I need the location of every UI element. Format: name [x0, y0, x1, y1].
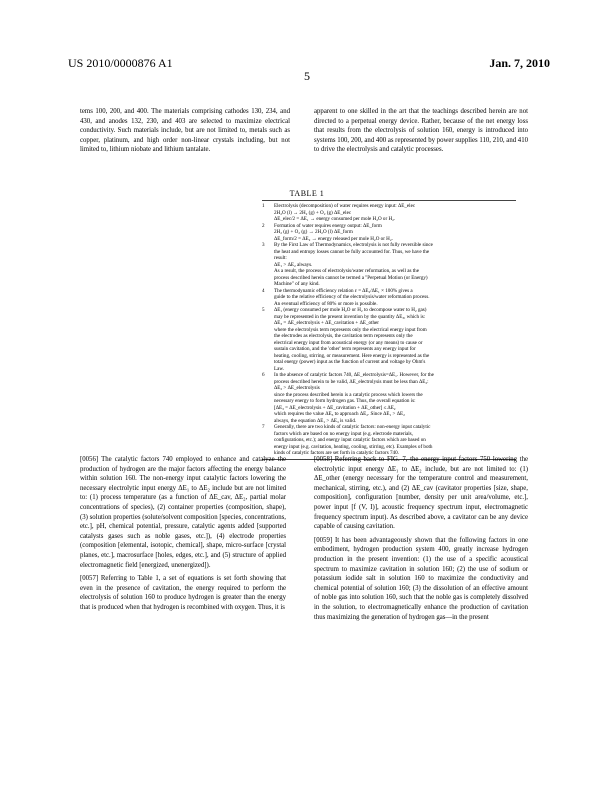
table-top-rule — [262, 200, 516, 201]
table-row-number: 4 — [262, 287, 265, 294]
top-left-column — [80, 107, 290, 155]
table-row-number: 3 — [262, 242, 265, 248]
bottom-right-column — [314, 455, 528, 626]
table-row-text — [274, 372, 516, 424]
table-line: Law. — [274, 365, 284, 372]
page-number: 5 — [304, 69, 310, 83]
table-line: configurations, etc.); and energy input catalytic factors which are based on — [274, 437, 426, 443]
table-row — [262, 223, 516, 243]
table-line: In the absence of catalytic factors 740, ΔE_electrolysis=ΔE₁. However, for the — [274, 372, 434, 378]
paragraph: [0058] Referring back to FIG. 7, the energy input factors 750 lowering the electrolytic input energy ΔE₁ to ΔE₂ include, but are not limited to: (1) ΔE_other (energy necessary for the temperature control and measurement, mechanical, stirring, etc.), and (2) ΔE_cav (cavitator properties [size, shape, composition], configuration [number, density per unit area/volume, etc.], power input [f (V, I)], acoustic frequency spectrum input, electromagnetic frequency spectrum input). As described above, a cavitator can be any device capable of causing cavitation. — [314, 456, 528, 531]
table-line: Generally, there are two kinds of catalytic factors: non-energy input catalytic — [274, 424, 431, 430]
table-line: ΔE_form/2 = ΔE₂ → energy released per mole H₂O or H₂. — [274, 235, 393, 242]
table-line: 2H₂ (g) + O₂ (g) → 2H₂O (l) ΔE_form — [274, 229, 353, 235]
table-line: total energy (power) input as the function of current and voltage by Ohm's — [274, 359, 426, 365]
table-line: sustain cavitation, and the 'other' term represents any energy input for — [274, 346, 416, 352]
table-line: process described herein cannot be termed a "Perpetual Motion (or Energy) — [274, 274, 428, 281]
paragraph: [0056] The catalytic factors 740 employed to enhance and catalyze the production of hydrogen are the major factors affecting the energy balance within solution 160. The non-energy input catalytic factors lowering the necessary electrolytic input energy ΔE₁ to ΔE₂ include but are not limited to: (1) process temperature (as a function of ΔE_cav, ΔE₂, partial molar concentrations of species), (2) container properties (composition, shape), (3) solution properties (solute/solvent composition [species, concentrations, etc.], pH, chemical potential, pressure, catalytic agents added [supported catalysts gases such as noble gases, etc.]), (4) electrode properties (composition [elemental, isotopic, chemical], shape, micro-surface [crystal planes, etc.], macrosurface [holes, edges, etc.], and (5) structure of applied electromagnetic field [energized, unenergized]). — [80, 456, 286, 569]
table-line: process described herein to be valid, ΔE_electrolysis must be less than ΔE₂: — [274, 378, 429, 385]
table-line: the electrodes as electrolysis, the cavitation term represents only the — [274, 333, 413, 339]
table-line: Formation of water requires energy output: ΔE_form — [274, 222, 382, 229]
table-line: ΔE₂ > ΔE_electrolysis — [274, 385, 320, 391]
table-line: since the process described herein is a catalytic process which lowers the — [274, 391, 423, 398]
table-1 — [262, 200, 516, 460]
table-line: where the electrolysis term represents only the electrical energy input from — [274, 326, 427, 333]
table-row-text — [274, 307, 516, 372]
table-line: 2H₂O (l) → 2H₂ (g) + O₂ (g) ΔE_elec — [274, 209, 352, 216]
table-line: Electrolysis (decomposition) of water requires energy input: ΔE_elec — [274, 203, 416, 209]
table-line: always, the equation ΔE₁ > ΔE₃ is valid. — [274, 417, 357, 424]
table-line: ΔE_elec/2 = ΔE₁ → energy consumed per mole H₂O or H₂. — [274, 216, 396, 222]
table-line: heating, cooling, stirring, or measurement. Here energy is represented as the — [274, 352, 430, 359]
patent-number: US 2010/0000876 A1 — [68, 56, 173, 70]
table-line: Machine" of any kind. — [274, 281, 320, 287]
table-line: which requires the value ΔE₃ to approach ΔE₂. Since ΔE₁ > ΔE₂ — [274, 411, 405, 417]
table-row-number: 5 — [262, 307, 265, 313]
table-row-text — [274, 288, 516, 308]
top-left-text: tems 100, 200, and 400. The materials comprising cathodes 130, 234, and 430, and anodes 132, 230, and 403 are selected to maximize electrical conductivity. Such materials include, but are not limited to, metals such as copper, platinum, and high order non-linear crystals including, but not limited to, lithium niobate and lithium tantalate. — [80, 108, 290, 154]
table-title: TABLE 1 — [289, 189, 325, 198]
table-row-number: 2 — [262, 222, 265, 229]
table-line: electrical energy input from acoustical energy (or any means) to cause or — [274, 339, 423, 346]
bottom-left-column — [80, 455, 286, 617]
table-line: factors which are based on no energy input (e.g. electrode materials, — [274, 430, 413, 437]
table-line: ΔE₁ > ΔE₂ always. — [274, 261, 313, 268]
table-row-text — [274, 424, 516, 457]
table-row-text — [274, 242, 516, 288]
table-line: guide to the relative efficiency of the electrolysis/water reformation process. — [274, 294, 430, 300]
paragraph: [0057] Referring to Table 1, a set of equations is set forth showing that even in the presence of cavitation, the energy required to perform the electrolysis of solution 160 to produce hydrogen is greater than the energy that is produced when that hydrogen is recombined with oxygen. Thus, it is — [80, 575, 286, 611]
table-line: ΔE₃ = ΔE_electrolysis + ΔE_cavitation + ΔE_other — [274, 320, 379, 326]
table-row-number: 1 — [262, 203, 265, 209]
table-line: result: — [274, 255, 287, 261]
table-row — [262, 372, 516, 424]
table-line: may be represented in the present invention by the quantity ΔE₃, which is: — [274, 313, 426, 320]
table-line: As a result, the process of electrolysis/water reformation, as well as the — [274, 268, 419, 274]
table-line: kinds of catalytic factors are set forth in catalytic factors 740. — [274, 450, 399, 456]
table-row — [262, 242, 516, 288]
table-row-text — [274, 223, 516, 243]
table-line: the heat and entropy losses cannot be fully accounted for. Thus, we have the — [274, 248, 430, 255]
table-line: [ΔE₃ = ΔE_electrolysis + ΔE_cavitation + ΔE_other] ≤ ΔE₂ — [274, 404, 396, 411]
table-line: ΔE₁ (energy consumed per mole H₂O or H₂ to decompose water to H₂ gas) — [274, 307, 427, 313]
table-row — [262, 307, 516, 372]
table-row — [262, 288, 516, 308]
table-rows — [262, 203, 516, 457]
table-row-number: 7 — [262, 424, 265, 430]
table-line: necessary energy to form hydrogen gas. Thus, the overall equation is: — [274, 398, 416, 404]
top-right-text: apparent to one skilled in the art that the teachings described herein are not directed to a perpetual energy device. Rather, because of the net energy loss that results from the electrolysis of solution 160, energy is introduced into systems 100, 200, and 400 as represented by power supplies 110, 210, and 410 to drive the electrolysis and catalytic processes. — [314, 108, 529, 154]
paragraph: [0059] It has been advantageously shown that the following factors in one embodiment, hydrogen production system 400, greatly increase hydrogen production in the present invention: (1) the use of a specific acoustical spectrum to maximize cavitation in solution 160; (2) the use of sodium or potassium iodide salt in solution 160 to maximize the conductivity and chemical potential of solution 160; (3) the dissolution of an effective amount of noble gas into solution 160, such that the noble gas is completely dissolved in the solution, to electromagnetically enhance the production of cavitation thus maximizing the generation of hydrogen gas—in the present — [314, 536, 528, 621]
table-row-number: 6 — [262, 372, 265, 378]
table-row — [262, 203, 516, 223]
patent-date: Jan. 7, 2010 — [489, 56, 550, 70]
table-line: An eventual efficiency of 80% or more is possible. — [274, 300, 378, 307]
table-line: energy input (e.g. cavitation, heating, cooling, stirring, etc). Examples of both — [274, 443, 433, 450]
top-right-column — [314, 107, 528, 155]
table-line: The thermodynamic efficiency relation ε = ΔE₂/ΔE₁ × 100% gives a — [274, 287, 413, 294]
table-row-text — [274, 203, 516, 223]
table-line: By the First Law of Thermodynamics, electrolysis is not fully reversible since — [274, 242, 433, 248]
table-row — [262, 424, 516, 457]
